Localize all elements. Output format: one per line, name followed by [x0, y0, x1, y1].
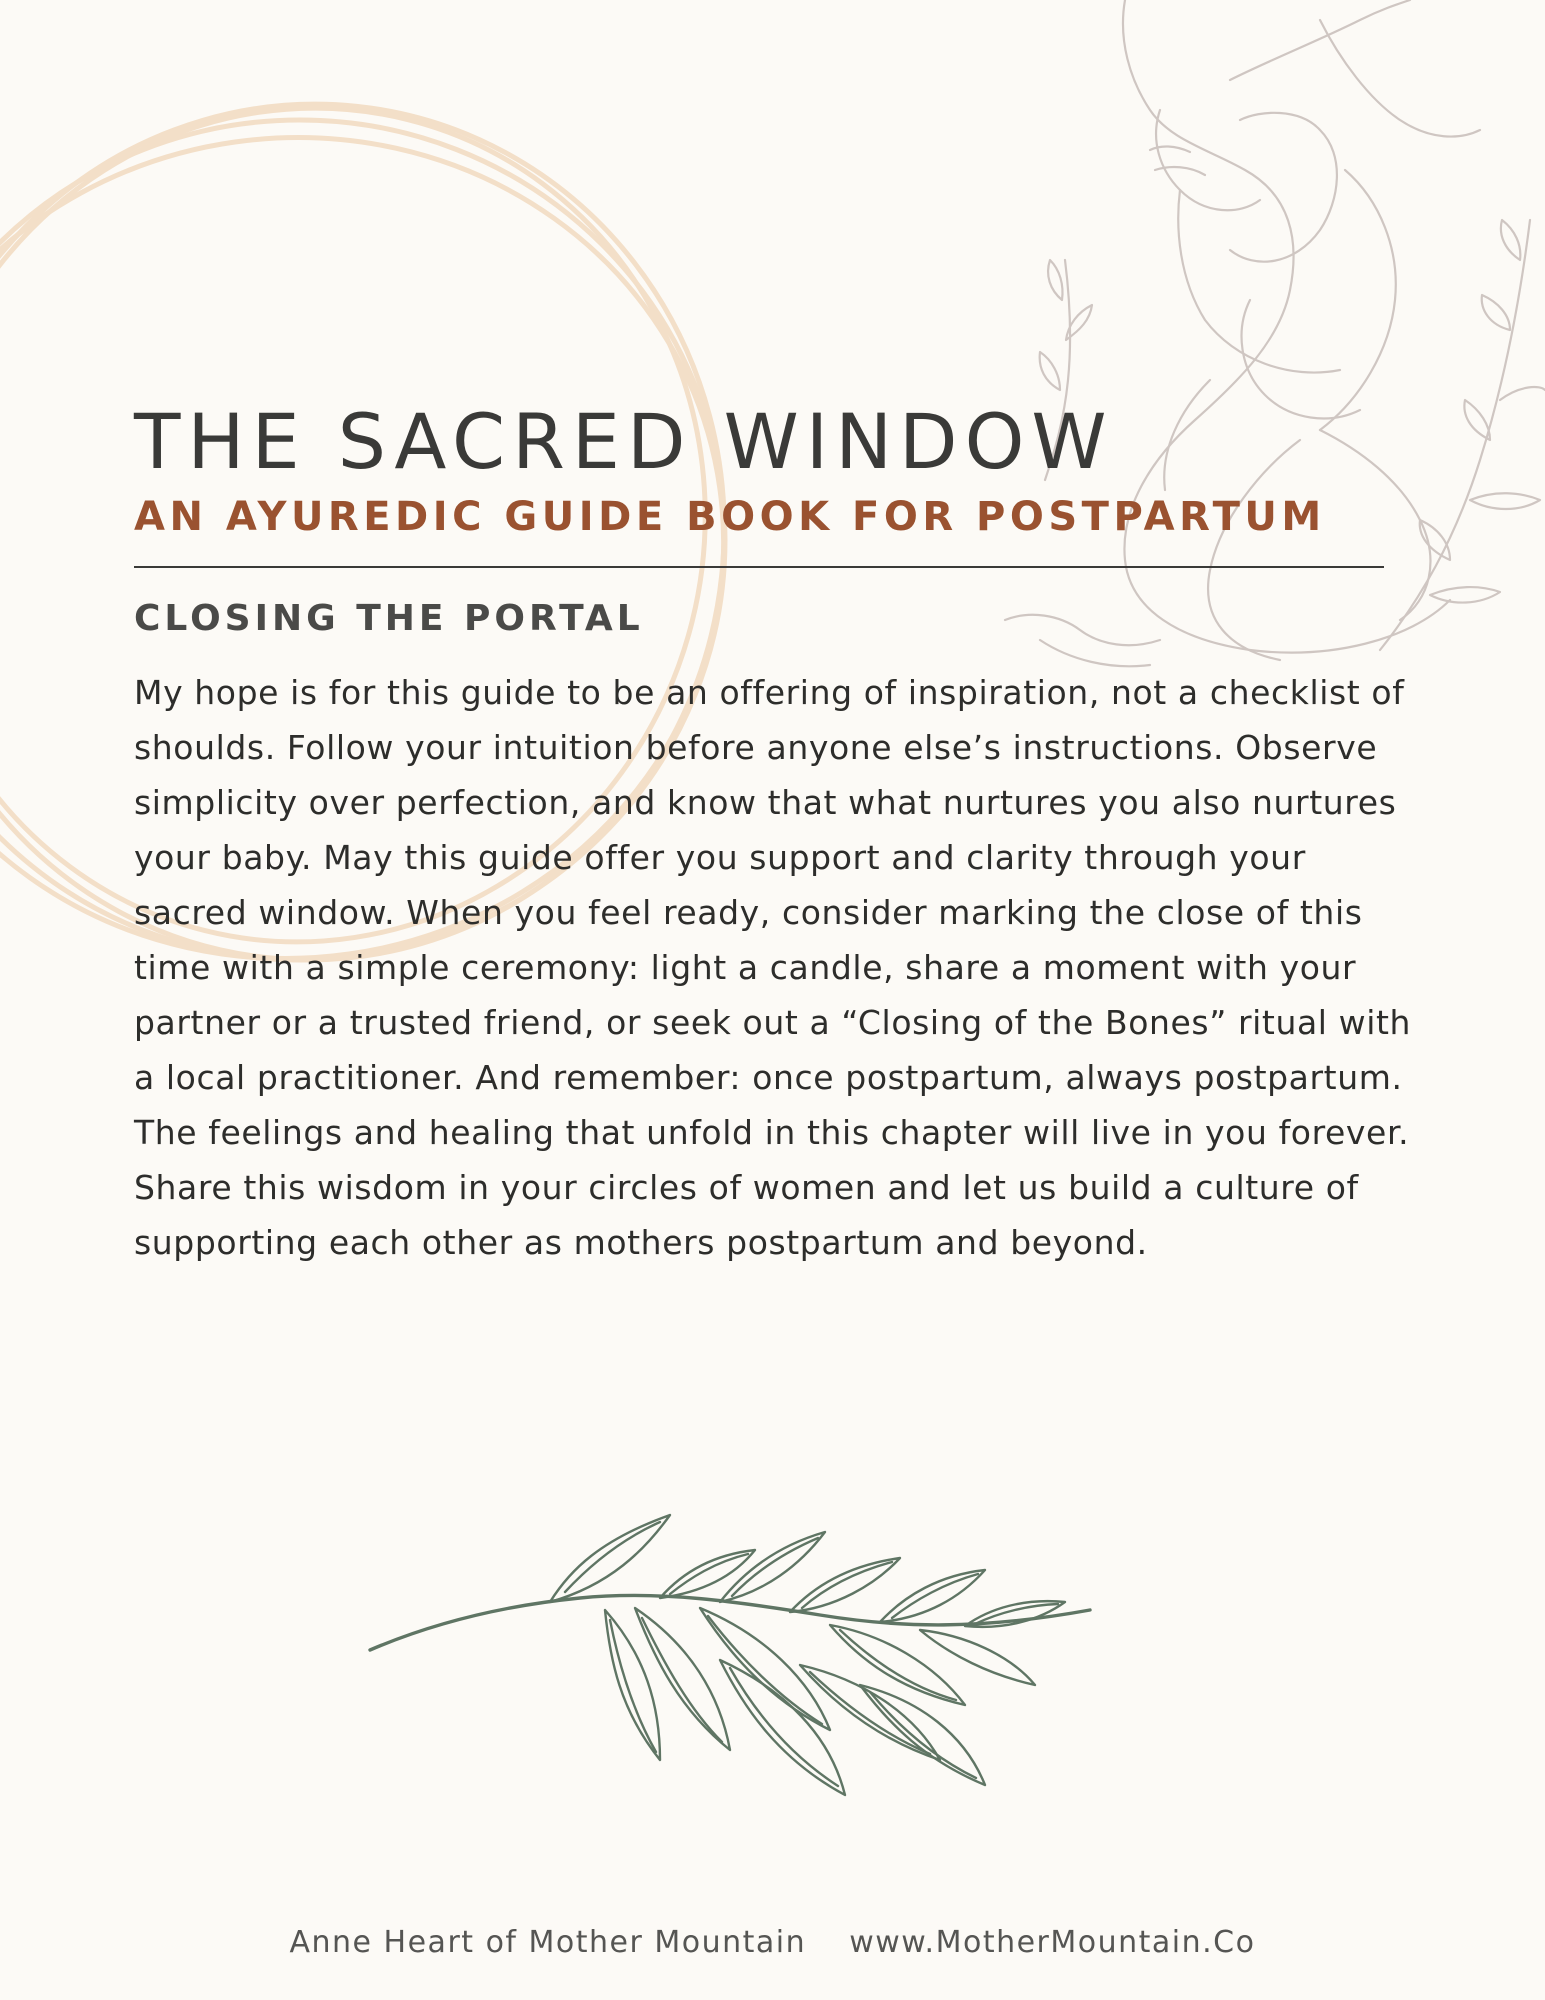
title-divider	[134, 566, 1384, 568]
page-subtitle: AN AYUREDIC GUIDE BOOK FOR POSTPARTUM	[134, 493, 1326, 540]
footer-author: Anne Heart of Mother Mountain	[289, 1925, 807, 1960]
footer	[0, 1925, 1545, 1960]
page-title: THE SACRED WINDOW	[134, 397, 1114, 486]
leaf-branch-icon	[360, 1490, 1100, 1810]
section-heading: CLOSING THE PORTAL	[134, 597, 644, 639]
footer-website-link[interactable]: www.MotherMountain.Co	[849, 1925, 1256, 1960]
main-content	[134, 397, 1424, 1270]
section-body: My hope is for this guide to be an offering of inspiration, not a checklist of shoulds. Follow your intuition before anyone else’s instructions. Observe simplicity over perfection, and know that what nurtures you also nurtures your baby. May this guide offer you support and clarity through your sacred window. When you feel ready, consider marking the close of this time with a simple ceremony: light a candle, share a moment with your partner or a trusted friend, or seek out a “Closing of the Bones” ritual with a local practitioner. And remember: once postpartum, always postpartum. The feelings and healing that unfold in this chapter will live in you forever. Share this wisdom in your circles of women and let us build a culture of supporting each other as mothers postpartum and beyond.	[134, 672, 1412, 1262]
